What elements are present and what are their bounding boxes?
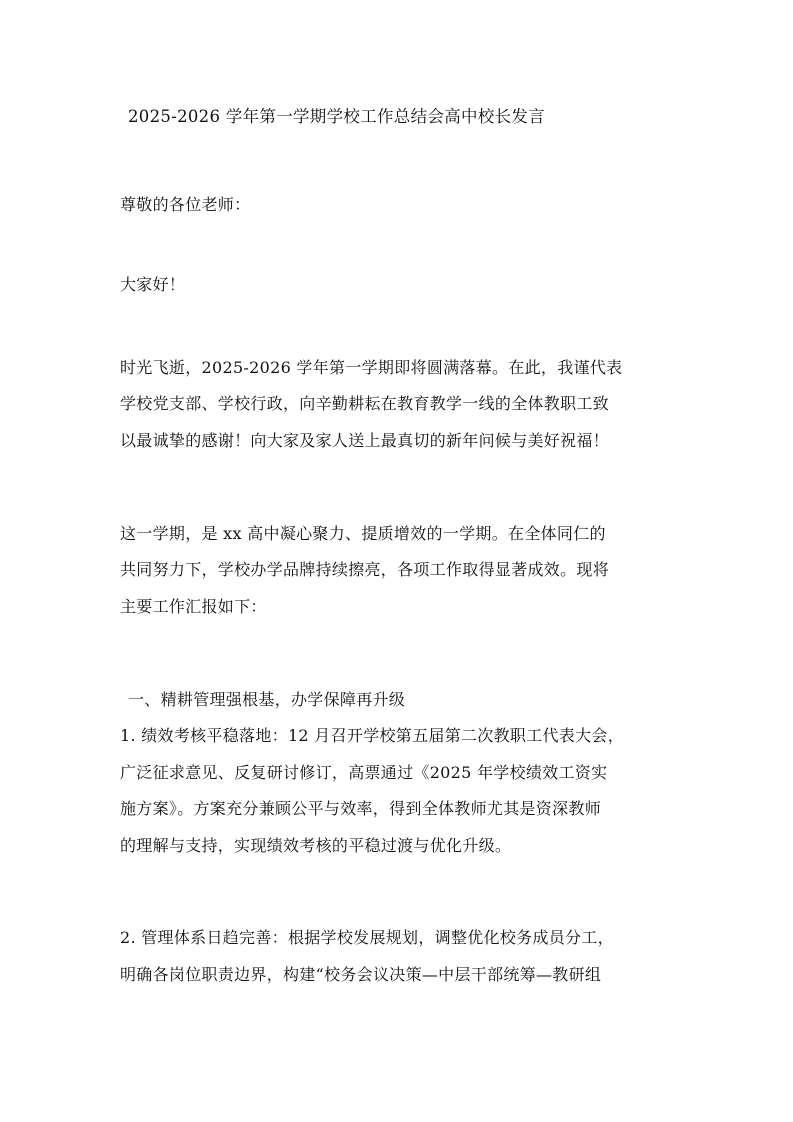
item-line: 1. 绩效考核平稳落地：12 月召开学校第五届第二次教职工代表大会， xyxy=(120,726,624,745)
item-line: 的理解与支持，实现绩效考核的平稳过渡与优化升级。 xyxy=(120,836,512,855)
item-line: 广泛征求意见、反复研讨修订，高票通过《2025 年学校绩效工资实 xyxy=(120,763,608,782)
paragraph-line: 这一学期，是 xx 高中凝心聚力、提质增效的一学期。在全体同仁的 xyxy=(120,524,606,543)
item-line: 2. 管理体系日趋完善：根据学校发展规划，调整优化校务成员分工， xyxy=(120,928,614,947)
paragraph-line: 学校党支部、学校行政，向辛勤耕耘在教育教学一线的全体教职工致 xyxy=(120,394,610,413)
paragraph-line: 主要工作汇报如下： xyxy=(120,597,267,616)
paragraph-line: 以最诚挚的感谢！向大家及家人送上最真切的新年问候与美好祝福！ xyxy=(120,431,610,450)
document-title: 2025-2026 学年第一学期学校工作总结会高中校长发言 xyxy=(128,107,546,126)
paragraph-line: 时光飞逝，2025-2026 学年第一学期即将圆满落幕。在此，我谨代表 xyxy=(120,358,623,377)
item-line: 明确各岗位职责边界，构建“校务会议决策—中层干部统筹—教研组 xyxy=(120,965,602,984)
item-line: 施方案》。方案充分兼顾公平与效率，得到全体教师尤其是资深教师 xyxy=(120,799,602,818)
greeting: 大家好！ xyxy=(120,275,186,294)
paragraph-line: 共同努力下，学校办学品牌持续擦亮，各项工作取得显著成效。现将 xyxy=(120,560,610,579)
section-heading: 一、精耕管理强根基，办学保障再升级 xyxy=(128,690,406,709)
salutation: 尊敬的各位老师： xyxy=(120,195,251,214)
